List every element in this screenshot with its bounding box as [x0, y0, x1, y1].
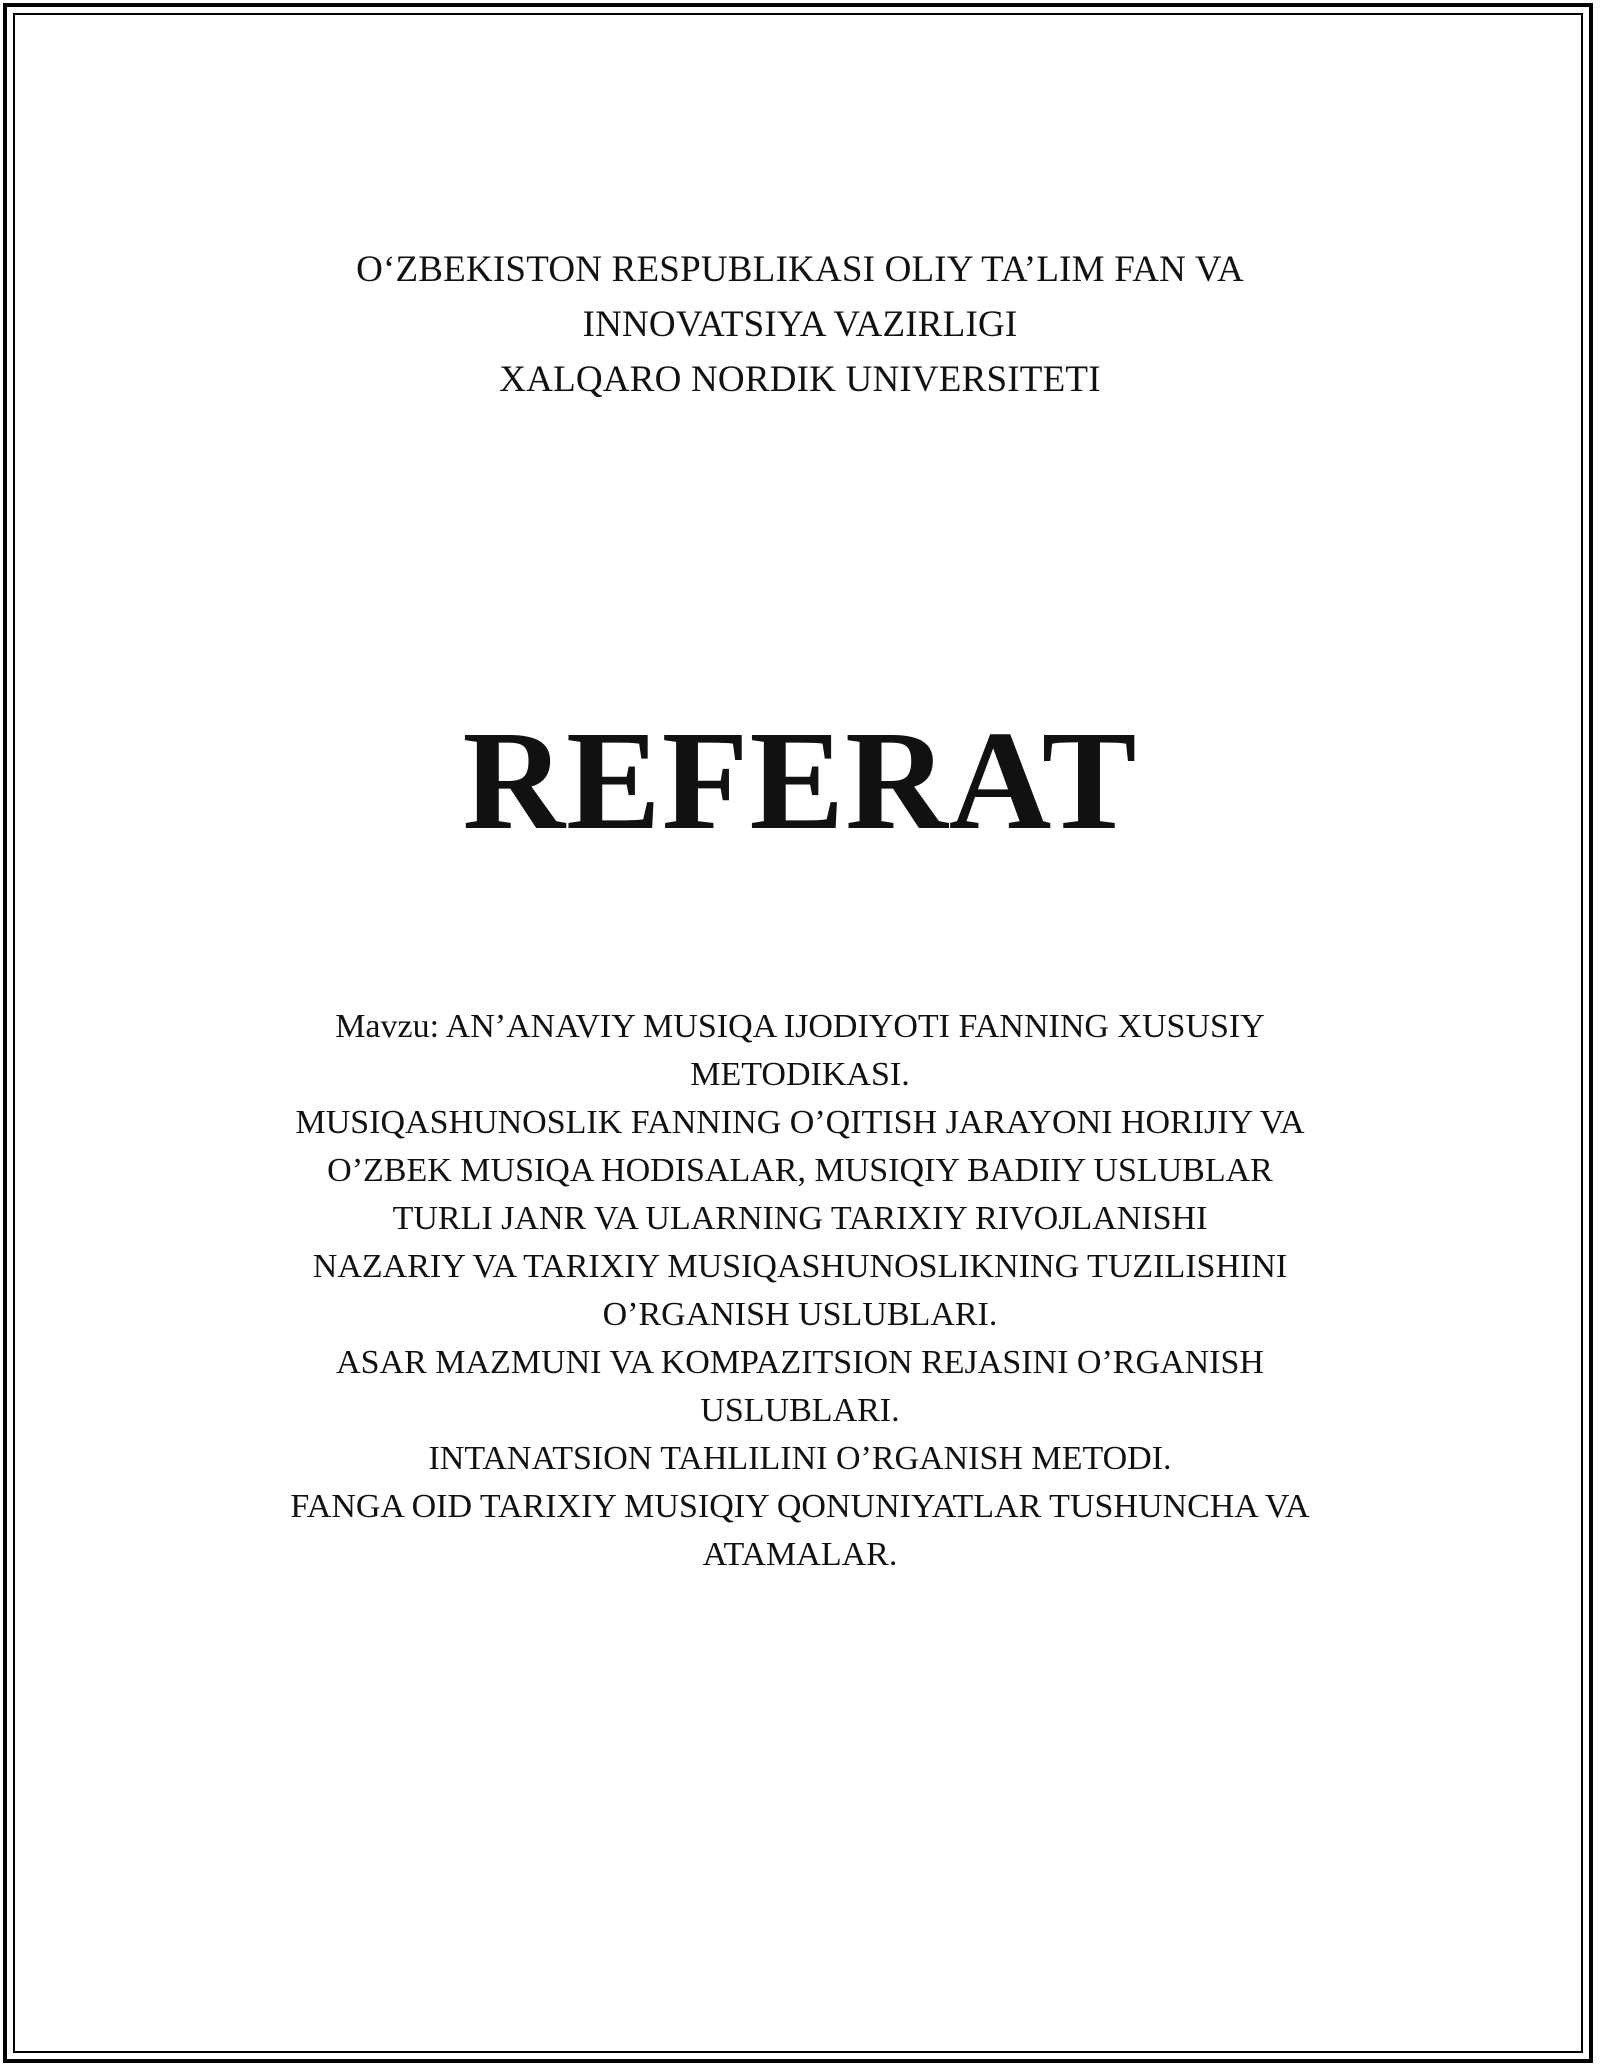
topic-line: METODIKASI. [690, 1056, 910, 1093]
topic-line: ATAMALAR. [702, 1536, 898, 1573]
ministry-name-line-1: O‘ZBEKISTON RESPUBLIKASI OLIY TA’LIM FAN VA [356, 249, 1244, 290]
ministry-name-line-2: INNOVATSIYA VAZIRLIGI [582, 304, 1018, 345]
topic-line: INTANATSION TAHLILINI O’RGANISH METODI. [428, 1440, 1172, 1477]
topic-line: NAZARIY VA TARIXIY MUSIQASHUNOSLIKNING TUZILISHINI [312, 1248, 1288, 1285]
university-name: XALQARO NORDIK UNIVERSITETI [499, 359, 1101, 400]
topic-line: FANGA OID TARIXIY MUSIQIY QONUNIYATLAR TUSHUNCHA VA [290, 1488, 1310, 1525]
topic-line: ASAR MAZMUNI VA KOMPAZITSION REJASINI O’RGANISH [336, 1344, 1264, 1381]
topic-block [0, 1003, 1600, 1579]
document-title: REFERAT [462, 701, 1138, 859]
topic-line: TURLI JANR VA ULARNING TARIXIY RIVOJLANISHI [392, 1200, 1208, 1237]
topic-line: O’ZBEK MUSIQA HODISALAR, MUSIQIY BADIIY USLUBLAR [327, 1152, 1273, 1189]
topic-line: MUSIQASHUNOSLIK FANNING O’QITISH JARAYONI HORIJIY VA [295, 1104, 1305, 1141]
institution-header [0, 242, 1600, 407]
topic-line: USLUBLARI. [700, 1392, 900, 1429]
topic-line: O’RGANISH USLUBLARI. [602, 1296, 998, 1333]
topic-line: Mavzu: AN’ANAVIY MUSIQA IJODIYOTI FANNING XUSUSIY [335, 1008, 1265, 1045]
